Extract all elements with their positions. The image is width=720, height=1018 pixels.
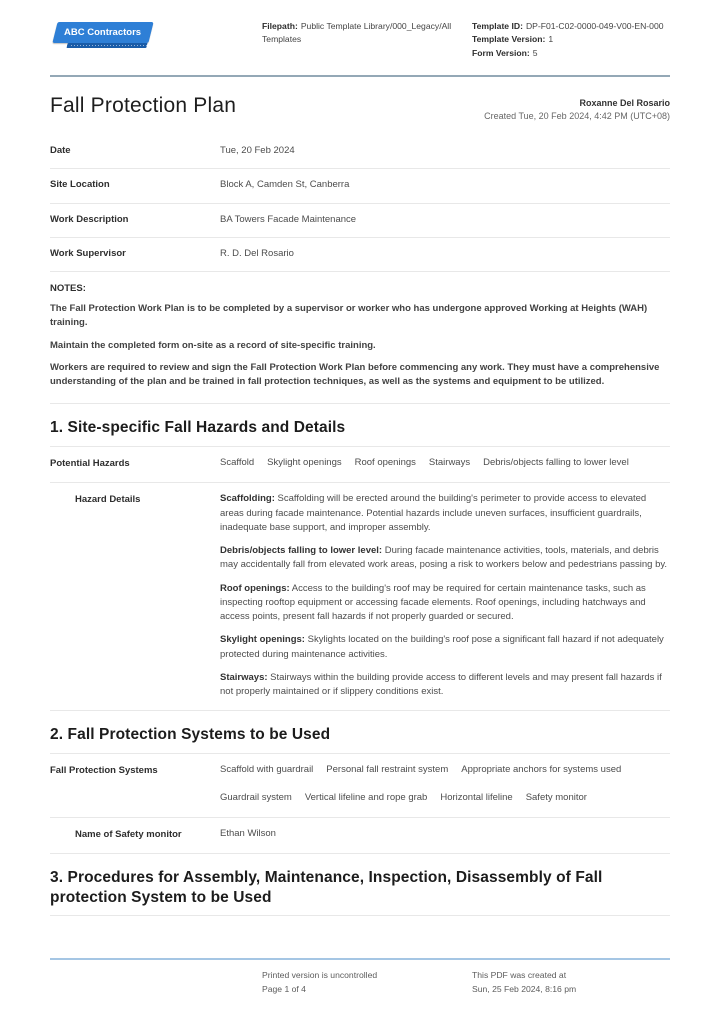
field-label: Site Location <box>50 179 110 191</box>
form-version-value: 5 <box>532 47 538 58</box>
field-value: R. D. Del Rosario <box>220 247 294 259</box>
template-id-line <box>472 20 670 33</box>
field-value: BA Towers Facade Maintenance <box>220 213 357 225</box>
hazard-details-label: Hazard Details <box>75 494 141 506</box>
notes-paragraph: The Fall Protection Work Plan is to be completed by a supervisor or worker who has undergone approved Working at Heights (WAH) training. <box>50 303 648 329</box>
safety-monitor-value: Ethan Wilson <box>220 827 276 839</box>
filepath-block <box>262 20 457 47</box>
hazard-detail-term: Roof openings: <box>220 582 290 594</box>
option-item: Appropriate anchors for systems used <box>461 764 622 776</box>
option-item: Safety monitor <box>525 792 587 804</box>
logo-text: ABC Contractors <box>64 27 142 38</box>
potential-hazards-values <box>220 456 670 471</box>
creation-meta <box>484 94 670 123</box>
field-label: Work Description <box>50 213 129 225</box>
field-value: Block A, Camden St, Canberra <box>220 179 350 191</box>
template-version-label: Template Version: <box>472 34 546 45</box>
fall-protection-systems-label: Fall Protection Systems <box>50 765 158 777</box>
hazard-detail-term: Stairways: <box>220 671 268 683</box>
hazard-detail-term: Skylight openings: <box>220 634 305 646</box>
footer-print-info <box>262 969 472 997</box>
notes-paragraph: Workers are required to review and sign the Fall Protection Work Plan before commencing any work. They must have a comprehensive understanding of the plan and be trained in fall protection techniques, as well as the systems and equipment to be utilized. <box>50 361 660 388</box>
safety-monitor-row <box>50 817 670 853</box>
hazard-details-values <box>220 492 670 699</box>
option-item: Roof openings <box>354 457 416 469</box>
template-id-label: Template ID: <box>472 21 523 31</box>
author-name: Roxanne Del Rosario <box>579 97 670 108</box>
hazard-details-row <box>50 482 670 710</box>
potential-hazards-row <box>50 446 670 482</box>
footer-page-number: Page 1 of 4 <box>262 983 306 994</box>
option-item: Debris/objects falling to lower level <box>483 457 629 469</box>
title-row <box>50 94 670 123</box>
option-item: Skylight openings <box>267 457 342 469</box>
field-label: Work Supervisor <box>50 247 126 259</box>
field-row-site-location <box>50 169 670 203</box>
footer-created-info <box>472 969 670 997</box>
footer-created-label: This PDF was created at <box>472 970 567 980</box>
company-logo <box>50 20 262 48</box>
hazard-detail-paragraph: Debris/objects falling to lower level: During facade maintenance activities, tools, materials, and debris may accidentally fall from elevated work areas, posing a risk to workers below and pedestrians passing by. <box>220 545 668 571</box>
field-row-date <box>50 135 670 169</box>
hazard-detail-paragraph: Stairways: Stairways within the building provide access to different levels and may present fall hazards if not properly maintained or if slippery conditions exist. <box>220 671 662 698</box>
notes-section <box>50 283 670 389</box>
footer-created-date: Sun, 25 Feb 2024, 8:16 pm <box>472 983 577 994</box>
option-item: Vertical lifeline and rope grab <box>304 792 428 804</box>
template-id-value: DP-F01-C02-0000-049-V00-EN-000 <box>525 21 664 31</box>
footer-divider <box>50 958 670 960</box>
section-3-divider <box>50 915 670 916</box>
form-version-label: Form Version: <box>472 47 530 58</box>
footer-uncontrolled-note: Printed version is uncontrolled <box>262 970 378 980</box>
hazard-detail-paragraph: Scaffolding: Scaffolding will be erected around the building's perimeter to provide access to elevated areas during facade maintenance. Potential hazards include uneven surfaces, insufficient guardrails, inadequate base support, and improper assembly. <box>220 493 647 533</box>
document-header <box>50 20 670 60</box>
option-item: Guardrail system <box>220 792 292 804</box>
section-1-heading: 1. Site-specific Fall Hazards and Details <box>50 403 670 446</box>
footer-grid <box>50 969 670 997</box>
systems-line-2 <box>220 791 670 805</box>
created-timestamp: Created Tue, 20 Feb 2024, 4:42 PM (UTC+08) <box>484 111 670 122</box>
systems-line-1 <box>220 763 670 777</box>
info-table <box>50 135 670 272</box>
header-divider <box>50 75 670 77</box>
template-version-value: 1 <box>548 34 554 45</box>
hazard-detail-paragraph: Roof openings: Access to the building's roof may be required for certain maintenance tasks, such as inspecting rooftop equipment or accessing facade elements. Roof openings, including hatchways and access points, present fall hazards if not properly guarded or secured. <box>220 582 646 623</box>
field-label: Date <box>50 145 71 157</box>
notes-label: NOTES: <box>50 283 86 295</box>
page-title: Fall Protection Plan <box>50 93 237 117</box>
page-footer <box>50 958 670 997</box>
safety-monitor-label: Name of Safety monitor <box>75 828 182 840</box>
form-version-line <box>472 47 670 60</box>
hazard-detail-term: Scaffolding: <box>220 493 275 505</box>
field-row-work-description <box>50 204 670 238</box>
option-item: Personal fall restraint system <box>326 764 449 776</box>
option-item: Horizontal lifeline <box>440 792 513 804</box>
section-2-heading: 2. Fall Protection Systems to be Used <box>50 710 670 753</box>
fall-protection-systems-row <box>50 753 670 817</box>
fall-protection-systems-values <box>220 763 670 806</box>
filepath-label: Filepath: <box>262 21 298 31</box>
template-info-block <box>472 20 670 60</box>
option-item: Scaffold with guardrail <box>220 764 314 776</box>
section-3-heading: 3. Procedures for Assembly, Maintenance, Inspection, Disassembly of Fall protection System to be Used <box>50 853 670 916</box>
notes-paragraph: Maintain the completed form on-site as a record of site-specific training. <box>50 339 376 351</box>
filepath-value: Public Template Library/000_Legacy/All Templates <box>262 21 452 45</box>
hazard-detail-term: Debris/objects falling to lower level: <box>220 545 383 557</box>
hazard-detail-paragraph: Skylight openings: Skylights located on the building's roof pose a significant fall hazard if not adequately protected during maintenance activities. <box>220 634 664 660</box>
option-item: Scaffold <box>220 457 255 469</box>
option-item: Stairways <box>428 457 471 469</box>
template-version-line <box>472 33 670 46</box>
logo-banner <box>52 22 153 43</box>
potential-hazards-label: Potential Hazards <box>50 458 130 470</box>
field-value: Tue, 20 Feb 2024 <box>220 145 295 157</box>
logo-tagline-band <box>66 43 147 48</box>
field-row-work-supervisor <box>50 238 670 272</box>
